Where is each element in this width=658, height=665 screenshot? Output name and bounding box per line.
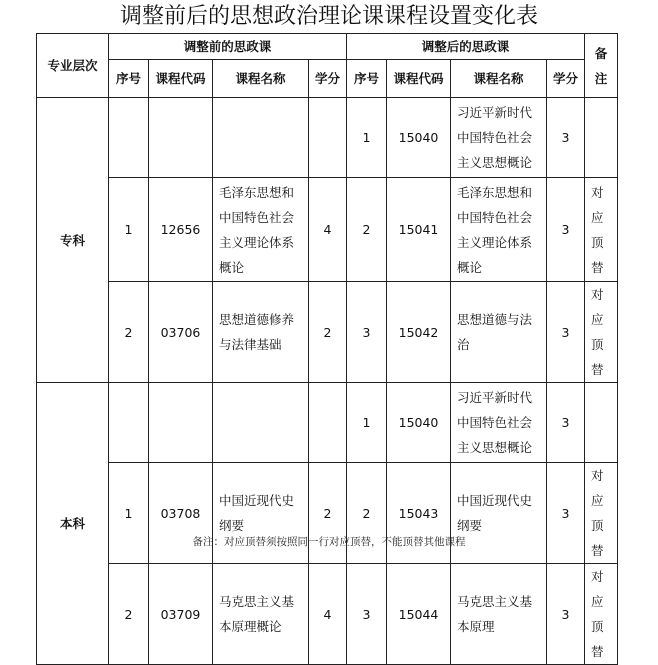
header-after-name: 课程名称 <box>451 60 547 98</box>
after-credit: 3 <box>547 98 585 178</box>
after-code: 15040 <box>387 98 451 178</box>
after-seq: 2 <box>347 178 387 282</box>
after-credit: 3 <box>547 282 585 383</box>
remark-cell <box>585 98 618 178</box>
before-name: 中国近现代史纲要 <box>213 463 309 564</box>
remark-cell: 对应顶替 <box>585 463 618 564</box>
table-row <box>37 383 618 463</box>
before-seq: 1 <box>109 178 149 282</box>
after-name: 习近平新时代中国特色社会主义思想概论 <box>451 98 547 178</box>
after-seq: 1 <box>347 98 387 178</box>
after-name: 思想道德与法治 <box>451 282 547 383</box>
header-remark: 备注 <box>585 34 618 98</box>
after-seq: 3 <box>347 564 387 665</box>
after-name: 习近平新时代中国特色社会主义思想概论 <box>451 383 547 463</box>
header-after-group: 调整后的思政课 <box>347 34 585 60</box>
course-change-table <box>36 33 618 665</box>
before-code <box>149 98 213 178</box>
before-code: 03706 <box>149 282 213 383</box>
table-row <box>37 564 618 665</box>
before-code: 12656 <box>149 178 213 282</box>
header-before-code: 课程代码 <box>149 60 213 98</box>
before-seq: 2 <box>109 282 149 383</box>
remark-cell: 对应顶替 <box>585 564 618 665</box>
table-row <box>37 98 618 178</box>
footnote: 备注：对应顶替须按照同一行对应顶替，不能顶替其他课程 <box>192 536 466 548</box>
header-before-group: 调整前的思政课 <box>109 34 347 60</box>
header-before-seq: 序号 <box>109 60 149 98</box>
after-seq: 1 <box>347 383 387 463</box>
before-name: 思想道德修养与法律基础 <box>213 282 309 383</box>
after-credit: 3 <box>547 564 585 665</box>
after-code: 15042 <box>387 282 451 383</box>
header-before-name: 课程名称 <box>213 60 309 98</box>
after-seq: 2 <box>347 463 387 564</box>
after-name: 中国近现代史纲要 <box>451 463 547 564</box>
remark-cell: 对应顶替 <box>585 282 618 383</box>
before-code: 03708 <box>149 463 213 564</box>
before-name <box>213 383 309 463</box>
before-credit: 4 <box>309 564 347 665</box>
before-name <box>213 98 309 178</box>
header-before-credit: 学分 <box>309 60 347 98</box>
before-name: 马克思主义基本原理概论 <box>213 564 309 665</box>
after-credit: 3 <box>547 383 585 463</box>
remark-cell: 对应顶替 <box>585 178 618 282</box>
before-credit: 2 <box>309 463 347 564</box>
before-code <box>149 383 213 463</box>
after-credit: 3 <box>547 463 585 564</box>
before-credit <box>309 383 347 463</box>
header-level: 专业层次 <box>37 34 109 98</box>
level-cell: 本科 <box>37 383 109 665</box>
before-seq <box>109 98 149 178</box>
before-seq: 1 <box>109 463 149 564</box>
table-row <box>37 178 618 282</box>
after-code: 15041 <box>387 178 451 282</box>
remark-cell <box>585 383 618 463</box>
before-code: 03709 <box>149 564 213 665</box>
header-after-seq: 序号 <box>347 60 387 98</box>
header-after-credit: 学分 <box>547 60 585 98</box>
before-credit <box>309 98 347 178</box>
after-code: 15044 <box>387 564 451 665</box>
before-seq <box>109 383 149 463</box>
after-seq: 3 <box>347 282 387 383</box>
before-seq: 2 <box>109 564 149 665</box>
after-name: 毛泽东思想和中国特色社会主义理论体系概论 <box>451 178 547 282</box>
before-name: 毛泽东思想和中国特色社会主义理论体系概论 <box>213 178 309 282</box>
after-name: 马克思主义基本原理 <box>451 564 547 665</box>
after-code: 15040 <box>387 383 451 463</box>
page-title: 调整前后的思想政治理论课课程设置变化表 <box>119 4 538 29</box>
after-credit: 3 <box>547 178 585 282</box>
level-cell: 专科 <box>37 98 109 383</box>
table-row <box>37 282 618 383</box>
after-code: 15043 <box>387 463 451 564</box>
header-after-code: 课程代码 <box>387 60 451 98</box>
before-credit: 4 <box>309 178 347 282</box>
before-credit: 2 <box>309 282 347 383</box>
